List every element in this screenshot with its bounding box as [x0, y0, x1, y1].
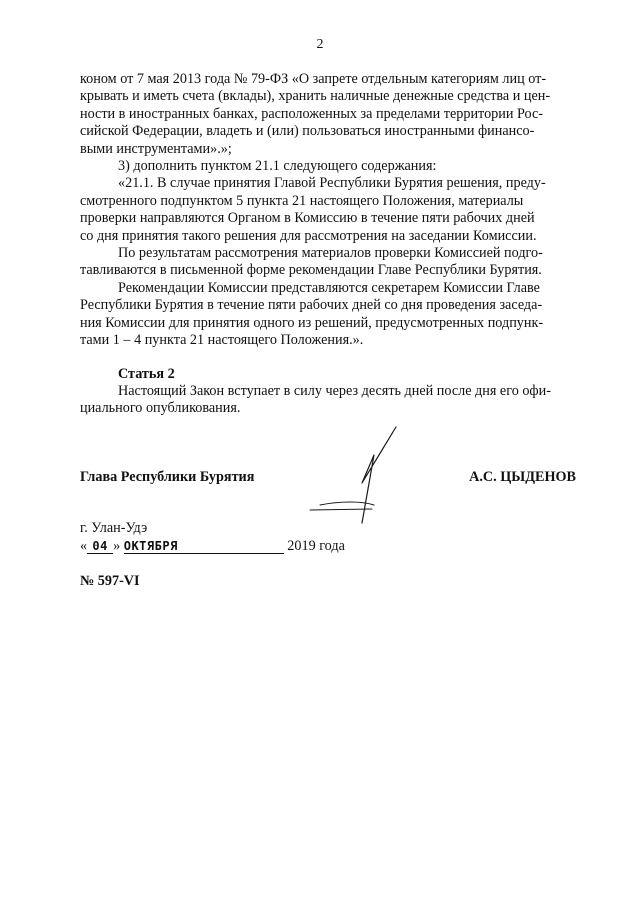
text-line: смотренного подпунктом 5 пункта 21 настоящего Положения, материалы — [80, 192, 524, 209]
text-line: Рекомендации Комиссии представляются секретарем Комиссии Главе — [118, 279, 540, 296]
handwritten-signature — [300, 415, 410, 525]
text-line: крывать и иметь счета (вклады), хранить наличные денежные средства и цен- — [80, 88, 551, 105]
signing-date — [80, 538, 345, 555]
text-line: 3) дополнить пунктом 21.1 следующего содержания: — [118, 158, 437, 175]
text-line: Республики Бурятия в течение пяти рабочих дней со дня проведения заседа- — [80, 297, 543, 314]
paragraph-item-3 — [80, 158, 575, 175]
signer-name: А.С. ЦЫДЕНОВ — [469, 469, 576, 485]
paragraph-entry-into-force — [80, 383, 575, 418]
signer-title: Глава Республики Бурятия — [80, 469, 255, 485]
text-line: тами 1 – 4 пункта 21 настоящего Положения.». — [80, 332, 364, 349]
date-day-stamp: 04 — [92, 539, 108, 553]
paragraph-recommendations-prepared — [80, 245, 575, 280]
date-close-quote: » — [113, 538, 121, 554]
date-year: 2019 года — [287, 538, 345, 554]
text-line: сийской Федерации, владеть и (или) пользоваться иностранными финансо- — [80, 123, 535, 140]
paragraph-clause-21-1 — [80, 175, 575, 245]
text-line: тавливаются в письменной форме рекомендации Главе Республики Бурятия. — [80, 262, 542, 279]
date-open-quote: « — [80, 538, 88, 554]
paragraph-recommendations-submitted — [80, 280, 575, 350]
text-line: выми инструментами».»; — [80, 140, 232, 157]
text-line: Настоящий Закон вступает в силу через десять дней после дня его офи- — [118, 383, 551, 399]
text-line: «21.1. В случае принятия Главой Республики Бурятия решения, преду- — [118, 175, 546, 192]
text-line: проверки направляются Органом в Комиссию в течение пяти рабочих дней — [80, 210, 535, 227]
text-line: со дня принятия такого решения для рассмотрения на заседании Комиссии. — [80, 227, 537, 244]
article-heading: Статья 2 — [118, 366, 175, 382]
text-line: ности в иностранных банках, расположенных за пределами территории Рос- — [80, 105, 543, 122]
text-line: ния Комиссии для принятия одного из решений, предусмотренных подпунк- — [80, 314, 544, 331]
paragraph-law-reference — [80, 71, 575, 158]
text-line: циального опубликования. — [80, 400, 241, 417]
amendment-text-block — [80, 71, 575, 350]
law-number: № 597-VI — [80, 573, 140, 589]
text-line: По результатам рассмотрения материалов проверки Комиссией подго- — [118, 245, 543, 262]
text-line: коном от 7 мая 2013 года № 79-ФЗ «О запрете отдельным категориям лиц от- — [80, 71, 547, 87]
signing-city: г. Улан-Удэ — [80, 520, 148, 536]
article-2-text-block — [80, 383, 575, 418]
page-number: 2 — [316, 37, 324, 52]
date-month-stamp: ОКТЯБРЯ — [123, 539, 178, 553]
